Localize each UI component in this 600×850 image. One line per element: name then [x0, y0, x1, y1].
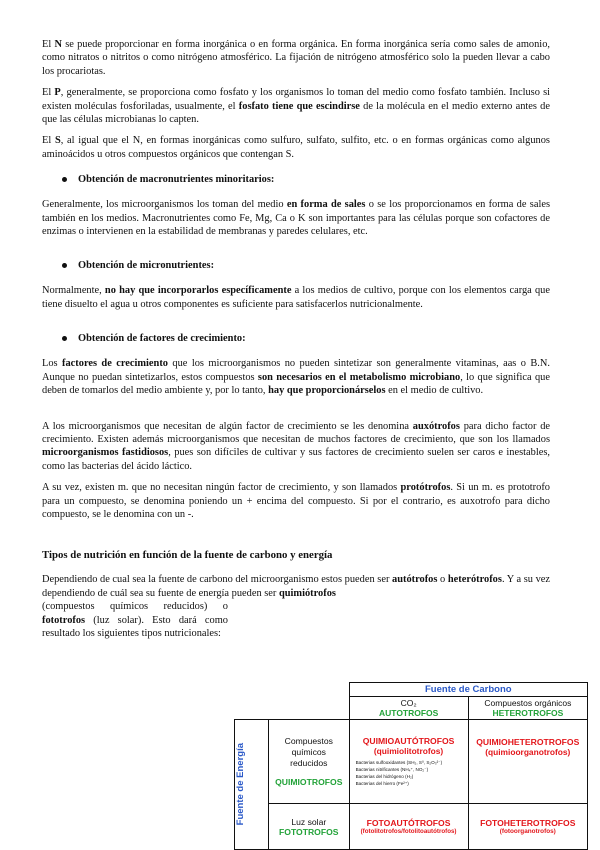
quimioheterotrofos-cell — [468, 720, 587, 804]
carbon-source-header — [349, 683, 587, 720]
quimiotrofos-label: QUIMIOTROFOS — [275, 777, 343, 787]
co2-column-header — [350, 697, 469, 719]
chemical-compounds-label: Compuestos químicos reducidos — [284, 736, 333, 768]
energy-source-title: Fuente de Energía — [235, 743, 246, 826]
chemical-energy-row-header — [269, 720, 350, 804]
paragraph-auxotrofos: A los microorganismos que necesitan de algún factor de crecimiento se les denomina auxótrofos para dicho factor de crecimiento. Existen además microorganismos que necesitan de muchos factores de crecimiento, que son los llamados microorganismos fastidiosos, pues son difíciles de cultivar y sus factores de crecimiento suelen ser caros e inestables, como las bacterias del ácido láctico. — [42, 420, 550, 472]
bullet-micronutrientes: Obtención de micronutrientes: — [62, 260, 550, 271]
fotoorganotrofos-label: (fotoorganotrofos) — [499, 828, 556, 835]
quimioautotrofos-label: QUIMIOAUTÓTROFOS — [362, 736, 455, 746]
organic-label: Compuestos orgánicos — [484, 698, 572, 708]
bullet-macronutrientes: Obtención de macronutrientes minoritarios: — [62, 174, 550, 185]
paragraph-phosphorus: El P, generalmente, se proporciona como fosfato y los organismos lo toman del medio como fosfato también. Incluso si existen moléculas fosforiladas, usualmente, el fosfato tiene que escindirse de la molécula en el medio externo antes de que las células microbianas lo capten. — [42, 87, 550, 126]
document-body — [42, 38, 550, 640]
bacteria-example: Bacterias del hidrógeno (H₂) — [355, 774, 414, 779]
paragraph-macronutrientes: Generalmente, los microorganismos los toman del medio en forma de sales o se los proporcionamos en forma de sales también en los medios. Macronutrientes como Fe, Mg, Ca o K son importantes para las células porque son cofactores de enzimas o intervienen en la estabilidad de membranas y paredes celulares, etc. — [42, 199, 550, 238]
carbon-source-title: Fuente de Carbono — [350, 683, 587, 697]
paragraph-prototrofos: A su vez, existen m. que no necesitan ningún factor de crecimiento, y son llamados protótrofos. Si un m. es prototrofo para un compuesto, se denomina poniendo un + encima del compuesto. Si por el contrario, es auxotrofo para dicho compuesto, se le denomina con un -. — [42, 482, 550, 520]
paragraph-nitrogen: El N se puede proporcionar en forma inorgánica o en forma orgánica. En forma inorgánica sería como sales de amonio, como nitratos o nitritos o como nitrógeno atmosférico. La fijación de nitrógeno atmosférico solo la pueden llevar a cabo los procariotas. — [42, 39, 550, 77]
fotoautotrofos-cell — [349, 804, 468, 850]
light-energy-row-header — [269, 804, 350, 850]
organic-column-header — [469, 697, 587, 719]
quimiolitotrofos-label: (quimiolitotrofos) — [373, 746, 444, 756]
bacteria-example: Bacterias sulfooxidantes (SH₂, S⁰, S₂O₃²⁻) — [355, 760, 443, 765]
bacteria-example: Bacterias nitrificantes (NH₄⁺, NO₂⁻) — [355, 767, 429, 772]
heterotrofos-label: HETEROTROFOS — [492, 708, 564, 718]
fotoheterotrofos-cell — [468, 804, 587, 850]
paragraph-tipos-cont: (compuestos químicos reducidos) o fototrofos (luz solar). Esto dará como resultado los siguientes tipos nutricionales: — [42, 601, 228, 639]
paragraph-tipos: Dependiendo de cual sea la fuente de carbono del microorganismo estos pueden ser autótrofos o heterótrofos. Y a su vez dependiendo de cuál sea su fuente de energía pueden ser quimiótrofos — [42, 574, 550, 599]
energy-source-header — [235, 720, 269, 850]
fototrofos-label: FOTOTROFOS — [279, 826, 339, 837]
paragraph-factores: Los factores de crecimiento que los microorganismos no pueden sintetizar son generalmente vitaminas, aas o B.N. Aunque no puedan sintetizarlos, estos compuestos son necesarios en el metabolismo microbiano, lo que significa que deben de tomarlos del medio ambiente y, por lo tanto, hay que proporcionárselos en el medio de cultivo. — [42, 358, 551, 397]
quimioheterotrofos-label: QUIMIOHETEROTROFOS — [476, 736, 580, 747]
fotoheterotrofos-label: FOTOHETEROTROFOS — [480, 818, 576, 828]
paragraph-sulfur: El S, al igual que el N, en formas inorgánicas como sulfuro, sulfato, sulfito, etc. o en formas orgánicas como algunos aminoácidos u otros compuestos orgánicos que contengan S. — [42, 135, 550, 160]
nutrition-table — [234, 682, 588, 850]
bullet-factores: Obtención de factores de crecimiento: — [62, 333, 550, 344]
co2-label: CO₂ — [400, 698, 417, 708]
bullet-dot-icon — [62, 336, 67, 341]
fotolitotrofos-label: (fotolitotrofos/fotolitoautótrofos) — [360, 828, 457, 835]
quimioorganotrofos-label: (quimioorganotrofos) — [485, 746, 571, 757]
bullet-dot-icon — [62, 263, 67, 268]
luz-solar-label: Luz solar — [291, 816, 327, 827]
section-heading: Tipos de nutrición en función de la fuente de carbono y energía — [42, 549, 333, 562]
bullet-dot-icon — [62, 177, 67, 182]
paragraph-micronutrientes: Normalmente, no hay que incorporarlos específicamente a los medios de cultivo, porque con los elementos carga que tiene disuelto el agua u otros componentes es suficiente para satisfacerlos nutricionalmente. — [42, 285, 550, 310]
autotrofos-label: AUTOTROFOS — [379, 708, 439, 718]
bacteria-examples — [350, 759, 468, 787]
fotoautotrofos-label: FOTOAUTÓTROFOS — [366, 818, 451, 828]
bacteria-example: Bacterias del hierro (Fe²⁺) — [355, 781, 409, 786]
quimioautotrofos-cell — [349, 720, 468, 804]
